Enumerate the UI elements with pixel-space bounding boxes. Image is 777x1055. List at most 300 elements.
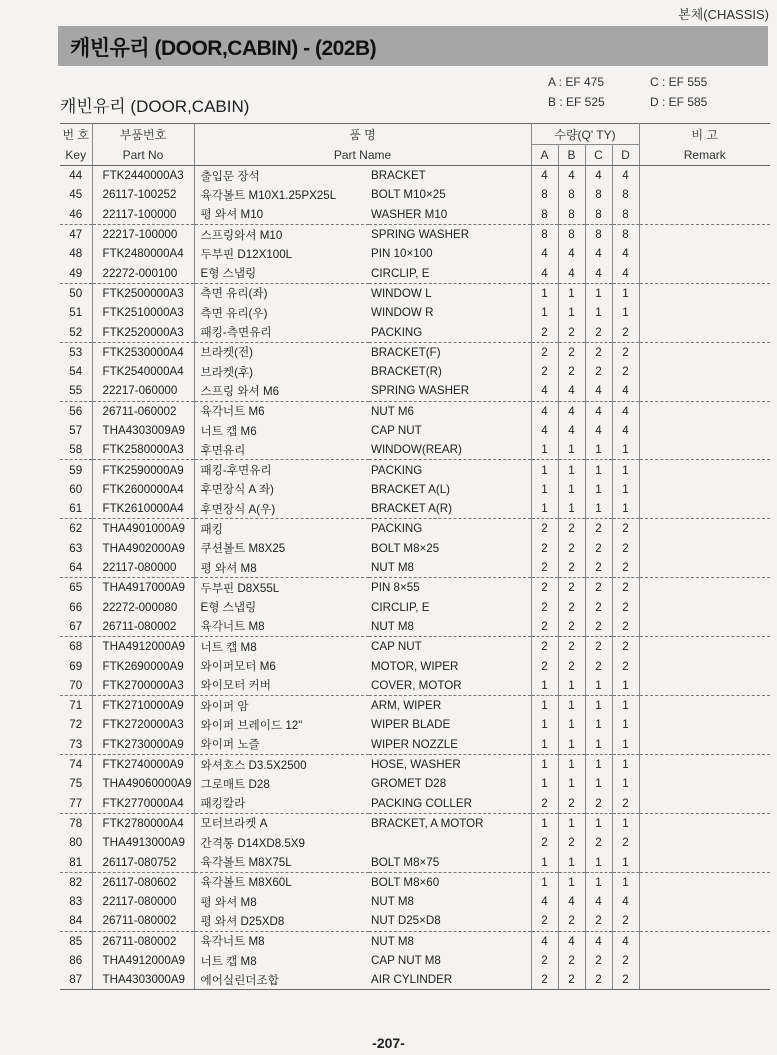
remark [639, 676, 770, 696]
qty-b: 2 [558, 558, 585, 578]
remark [639, 263, 770, 283]
part-number: THA4913000A9 [92, 833, 194, 852]
qty-b: 1 [558, 440, 585, 460]
part-number: THA4303000A9 [92, 970, 194, 990]
model-a: A : EF 475 [548, 75, 605, 89]
remark [639, 362, 770, 381]
qty-c: 4 [585, 892, 612, 911]
part-name-korean: 와이모터 커버 [194, 676, 369, 696]
qty-b: 4 [558, 381, 585, 401]
qty-a: 8 [531, 185, 558, 204]
part-key: 68 [60, 637, 92, 657]
qty-d: 2 [612, 578, 639, 598]
qty-c: 2 [585, 970, 612, 990]
part-key: 54 [60, 362, 92, 381]
page-number: -207- [372, 1035, 405, 1051]
qty-c: 1 [585, 283, 612, 303]
part-name-korean: 너트 캡 M8 [200, 640, 257, 654]
table-row [60, 381, 770, 401]
table-row [60, 539, 770, 558]
part-name-korean: 에어실린더조합 [194, 970, 369, 990]
header-qty-kor: 수량(Q' TY) [531, 124, 639, 145]
qty-d: 2 [612, 637, 639, 657]
qty-a: 8 [531, 224, 558, 244]
qty-a: 2 [531, 656, 558, 675]
remark [639, 205, 770, 225]
part-name-korean: 평 와셔 M8 [200, 895, 257, 909]
qty-a: 1 [531, 480, 558, 499]
part-name-korean: 와셔호스 D3.5X2500 [200, 758, 307, 772]
remark [639, 381, 770, 401]
qty-b: 2 [558, 970, 585, 990]
qty-d: 4 [612, 244, 639, 263]
qty-d: 2 [612, 539, 639, 558]
part-key: 55 [60, 381, 92, 401]
table-row [60, 342, 770, 362]
part-name-korean: 패킹 [200, 522, 223, 536]
part-number: THA4901000A9 [92, 519, 194, 539]
part-name-korean: 육각볼트 M8X60L [200, 876, 292, 890]
header-qty-c: C [585, 145, 612, 166]
part-number: THA4303009A9 [92, 421, 194, 440]
table-row [60, 499, 770, 519]
part-name-korean: 와이퍼 노즐 [194, 735, 369, 755]
part-name-korean: E형 스냅링 [194, 263, 369, 283]
part-name-english: PACKING COLLER [369, 794, 531, 814]
qty-a: 4 [531, 931, 558, 951]
qty-a: 4 [531, 166, 558, 186]
table-row [60, 303, 770, 322]
qty-c: 2 [585, 794, 612, 814]
remark [639, 892, 770, 911]
qty-d: 1 [612, 715, 639, 734]
qty-d: 4 [612, 892, 639, 911]
part-name-english: PACKING [369, 322, 531, 342]
qty-d: 8 [612, 185, 639, 204]
part-name-korean: 너트 캡 M6 [200, 424, 257, 438]
table-row [60, 401, 770, 421]
qty-b: 2 [558, 656, 585, 675]
qty-b: 2 [558, 578, 585, 598]
part-name-korean: 두부핀 D12X100L [200, 247, 293, 261]
header-part-no-kor: 부품번호 [92, 124, 194, 145]
part-name-korean: 평 와셔 M8 [194, 558, 369, 578]
qty-b: 1 [558, 852, 585, 872]
qty-c: 4 [585, 381, 612, 401]
table-row [60, 852, 770, 872]
qty-d: 2 [612, 558, 639, 578]
part-key: 81 [60, 852, 92, 872]
remark [639, 794, 770, 814]
qty-c: 2 [585, 322, 612, 342]
part-name-english: BOLT M8×60 [369, 872, 531, 892]
remark [639, 303, 770, 322]
qty-a: 2 [531, 342, 558, 362]
remark [639, 951, 770, 970]
part-key: 46 [60, 205, 92, 225]
qty-a: 4 [531, 421, 558, 440]
part-name-english: PACKING [369, 519, 531, 539]
remark [639, 598, 770, 617]
qty-b: 2 [558, 951, 585, 970]
part-number: 22117-100000 [92, 205, 194, 225]
part-number: 22217-060000 [92, 381, 194, 401]
qty-c: 2 [585, 519, 612, 539]
part-number: FTK2730000A9 [92, 735, 194, 755]
qty-c: 2 [585, 951, 612, 970]
qty-d: 2 [612, 342, 639, 362]
part-name-english: BRACKET(R) [369, 362, 531, 381]
table-row [60, 833, 770, 852]
qty-b: 1 [558, 303, 585, 322]
part-name-english: BOLT M8×25 [369, 539, 531, 558]
part-name-korean: 평 와셔 D25XD8 [194, 911, 369, 931]
part-key: 78 [60, 813, 92, 833]
qty-a: 1 [531, 676, 558, 696]
part-name-korean: 브라켓(전) [200, 346, 254, 360]
part-key: 69 [60, 656, 92, 675]
model-list-right [650, 72, 707, 112]
table-row [60, 244, 770, 263]
table-row [60, 813, 770, 833]
table-row [60, 263, 770, 283]
qty-c: 2 [585, 833, 612, 852]
qty-b: 4 [558, 421, 585, 440]
qty-a: 1 [531, 283, 558, 303]
remark [639, 185, 770, 204]
model-b: B : EF 525 [548, 95, 605, 109]
qty-a: 1 [531, 774, 558, 793]
qty-b: 2 [558, 322, 585, 342]
part-number: FTK2540000A4 [92, 362, 194, 381]
qty-d: 1 [612, 283, 639, 303]
qty-c: 1 [585, 676, 612, 696]
part-name-english: BRACKET [369, 166, 531, 186]
remark [639, 322, 770, 342]
remark [639, 342, 770, 362]
remark [639, 519, 770, 539]
table-row [60, 892, 770, 911]
part-number: FTK2780000A4 [92, 813, 194, 833]
qty-c: 1 [585, 754, 612, 774]
qty-c: 4 [585, 401, 612, 421]
qty-b: 1 [558, 480, 585, 499]
part-name-english: NUT M8 [369, 892, 531, 911]
remark [639, 970, 770, 990]
qty-c: 1 [585, 735, 612, 755]
part-name-english: PIN 8×55 [369, 578, 531, 598]
part-key: 56 [60, 401, 92, 421]
part-name-english: WINDOW L [369, 283, 531, 303]
part-key: 77 [60, 794, 92, 814]
part-name-english: NUT M8 [369, 558, 531, 578]
header-qty-a: A [531, 145, 558, 166]
header-key-kor: 번 호 [60, 124, 92, 145]
remark [639, 852, 770, 872]
part-number: 22272-000100 [92, 263, 194, 283]
qty-b: 2 [558, 342, 585, 362]
part-key: 50 [60, 283, 92, 303]
part-number: 26711-080002 [92, 617, 194, 637]
part-name-english: GROMET D28 [369, 774, 531, 793]
qty-d: 2 [612, 951, 639, 970]
qty-b: 8 [558, 224, 585, 244]
qty-d: 2 [612, 970, 639, 990]
part-name-english: CAP NUT [369, 421, 531, 440]
remark [639, 774, 770, 793]
part-key: 85 [60, 931, 92, 951]
part-number: FTK2580000A3 [92, 440, 194, 460]
qty-a: 2 [531, 598, 558, 617]
qty-d: 1 [612, 735, 639, 755]
qty-c: 1 [585, 499, 612, 519]
part-name-korean: 브라켓(후) [200, 365, 254, 379]
qty-c: 2 [585, 539, 612, 558]
remark [639, 421, 770, 440]
qty-a: 1 [531, 499, 558, 519]
part-number: FTK2590000A9 [92, 460, 194, 480]
table-row [60, 676, 770, 696]
remark [639, 617, 770, 637]
part-key: 75 [60, 774, 92, 793]
part-name-english: PIN 10×100 [369, 244, 531, 263]
part-number: THA4902000A9 [92, 539, 194, 558]
remark [639, 440, 770, 460]
qty-c: 1 [585, 303, 612, 322]
table-row [60, 205, 770, 225]
model-list-left [548, 72, 605, 112]
qty-b: 8 [558, 185, 585, 204]
qty-b: 1 [558, 460, 585, 480]
qty-b: 8 [558, 205, 585, 225]
part-number: 22117-080000 [92, 892, 194, 911]
remark [639, 166, 770, 186]
part-name-english: AIR CYLINDER [369, 970, 531, 990]
qty-b: 2 [558, 911, 585, 931]
qty-d: 4 [612, 401, 639, 421]
part-name-korean: 육각너트 M8 [194, 617, 369, 637]
qty-d: 1 [612, 440, 639, 460]
qty-c: 2 [585, 578, 612, 598]
qty-a: 2 [531, 911, 558, 931]
qty-a: 1 [531, 872, 558, 892]
remark [639, 401, 770, 421]
qty-d: 2 [612, 911, 639, 931]
qty-b: 4 [558, 263, 585, 283]
qty-d: 4 [612, 166, 639, 186]
qty-b: 1 [558, 813, 585, 833]
part-key: 73 [60, 735, 92, 755]
part-name-korean: 와이퍼 암 [200, 699, 249, 713]
qty-c: 4 [585, 421, 612, 440]
qty-b: 2 [558, 362, 585, 381]
qty-c: 2 [585, 598, 612, 617]
part-name-english: WASHER M10 [369, 205, 531, 225]
qty-a: 8 [531, 205, 558, 225]
qty-d: 2 [612, 519, 639, 539]
qty-a: 2 [531, 322, 558, 342]
qty-d: 1 [612, 460, 639, 480]
part-name-english: PACKING [369, 460, 531, 480]
parts-table-body [60, 166, 770, 990]
qty-d: 4 [612, 381, 639, 401]
part-name-korean: 그로매트 D28 [200, 777, 270, 791]
part-name-korean: 후면유리 [194, 440, 369, 460]
table-row [60, 794, 770, 814]
part-key: 48 [60, 244, 92, 263]
part-number: 26711-060002 [92, 401, 194, 421]
qty-b: 1 [558, 715, 585, 734]
part-name-english: HOSE, WASHER [369, 754, 531, 774]
qty-a: 2 [531, 539, 558, 558]
qty-c: 1 [585, 813, 612, 833]
part-key: 65 [60, 578, 92, 598]
qty-a: 2 [531, 833, 558, 852]
remark [639, 931, 770, 951]
part-name-korean: 육각너트 M8 [200, 935, 265, 949]
table-row [60, 460, 770, 480]
part-name-english: BRACKET A(L) [369, 480, 531, 499]
part-name-english: WINDOW R [369, 303, 531, 322]
table-row [60, 578, 770, 598]
table-row [60, 715, 770, 734]
part-number: FTK2700000A3 [92, 676, 194, 696]
part-name-english: BOLT M8×75 [369, 852, 531, 872]
remark [639, 578, 770, 598]
qty-b: 1 [558, 676, 585, 696]
remark [639, 539, 770, 558]
qty-c: 1 [585, 852, 612, 872]
qty-a: 2 [531, 970, 558, 990]
qty-c: 2 [585, 342, 612, 362]
part-key: 84 [60, 911, 92, 931]
part-key: 63 [60, 539, 92, 558]
qty-c: 1 [585, 715, 612, 734]
qty-a: 1 [531, 696, 558, 716]
table-row [60, 558, 770, 578]
table-row [60, 774, 770, 793]
part-number: FTK2500000A3 [92, 283, 194, 303]
table-row [60, 362, 770, 381]
model-c: C : EF 555 [650, 75, 708, 89]
qty-b: 2 [558, 539, 585, 558]
part-name-english: MOTOR, WIPER [369, 656, 531, 675]
table-row [60, 440, 770, 460]
part-number: 22117-080000 [92, 558, 194, 578]
part-name-korean: 스프링 와셔 M6 [194, 381, 369, 401]
qty-a: 4 [531, 263, 558, 283]
qty-c: 4 [585, 244, 612, 263]
qty-b: 1 [558, 283, 585, 303]
qty-c: 2 [585, 617, 612, 637]
qty-a: 1 [531, 303, 558, 322]
table-row [60, 656, 770, 675]
qty-a: 2 [531, 578, 558, 598]
table-row [60, 617, 770, 637]
header-remark-eng: Remark [639, 145, 770, 166]
qty-d: 2 [612, 598, 639, 617]
qty-c: 8 [585, 224, 612, 244]
qty-b: 1 [558, 774, 585, 793]
header-qty-d: D [612, 145, 639, 166]
remark [639, 872, 770, 892]
qty-d: 2 [612, 794, 639, 814]
qty-c: 1 [585, 440, 612, 460]
part-number: FTK2530000A4 [92, 342, 194, 362]
part-key: 59 [60, 460, 92, 480]
part-key: 49 [60, 263, 92, 283]
remark [639, 754, 770, 774]
qty-d: 1 [612, 774, 639, 793]
qty-b: 1 [558, 696, 585, 716]
part-name-korean: 후면장식 A 좌) [200, 483, 274, 497]
qty-b: 1 [558, 872, 585, 892]
qty-d: 2 [612, 833, 639, 852]
part-number: 26117-100252 [92, 185, 194, 204]
header-remark-kor: 비 고 [639, 124, 770, 145]
qty-d: 2 [612, 322, 639, 342]
qty-b: 2 [558, 794, 585, 814]
part-name-english: NUT M6 [369, 401, 531, 421]
qty-b: 4 [558, 931, 585, 951]
part-name-english: BRACKET(F) [369, 342, 531, 362]
qty-b: 1 [558, 735, 585, 755]
part-name-korean: 두부핀 D8X55L [200, 581, 280, 595]
header-key-eng: Key [60, 145, 92, 166]
part-number: THA49060000A9 [92, 774, 194, 793]
remark [639, 499, 770, 519]
qty-d: 1 [612, 852, 639, 872]
part-key: 86 [60, 951, 92, 970]
part-number: 26117-080602 [92, 872, 194, 892]
part-number: FTK2710000A9 [92, 696, 194, 716]
part-key: 87 [60, 970, 92, 990]
part-name-korean: 모터브라켓 A [200, 817, 268, 831]
part-name-english: SPRING WASHER [369, 224, 531, 244]
part-name-korean: 간격통 D14XD8.5X9 [200, 836, 305, 850]
header-qty-b: B [558, 145, 585, 166]
part-key: 67 [60, 617, 92, 637]
part-key: 72 [60, 715, 92, 734]
qty-d: 4 [612, 931, 639, 951]
qty-c: 2 [585, 911, 612, 931]
part-name-korean: 육각너트 M6 [200, 405, 265, 419]
qty-a: 2 [531, 558, 558, 578]
part-name-english: CAP NUT [369, 637, 531, 657]
qty-b: 4 [558, 166, 585, 186]
page-title: 캐빈유리 (DOOR,CABIN) - (202B) [70, 37, 377, 60]
part-name-english: BOLT M10×25 [369, 185, 531, 204]
table-row [60, 735, 770, 755]
header-part-no-eng: Part No [92, 145, 194, 166]
qty-d: 1 [612, 754, 639, 774]
part-name-english: WIPER NOZZLE [369, 735, 531, 755]
part-name-english: CIRCLIP, E [369, 598, 531, 617]
part-key: 60 [60, 480, 92, 499]
qty-d: 8 [612, 205, 639, 225]
part-name-korean: 패킹-후면유리 [200, 464, 272, 478]
part-name-korean: 출입문 장석 [200, 169, 260, 183]
remark [639, 696, 770, 716]
part-name-english: BRACKET A(R) [369, 499, 531, 519]
part-name-korean: 후면장식 A(우) [194, 499, 369, 519]
table-row [60, 519, 770, 539]
part-name-english: CAP NUT M8 [369, 951, 531, 970]
qty-b: 1 [558, 499, 585, 519]
part-key: 83 [60, 892, 92, 911]
qty-d: 1 [612, 872, 639, 892]
part-name-korean: 육각볼트 M8X75L [194, 852, 369, 872]
